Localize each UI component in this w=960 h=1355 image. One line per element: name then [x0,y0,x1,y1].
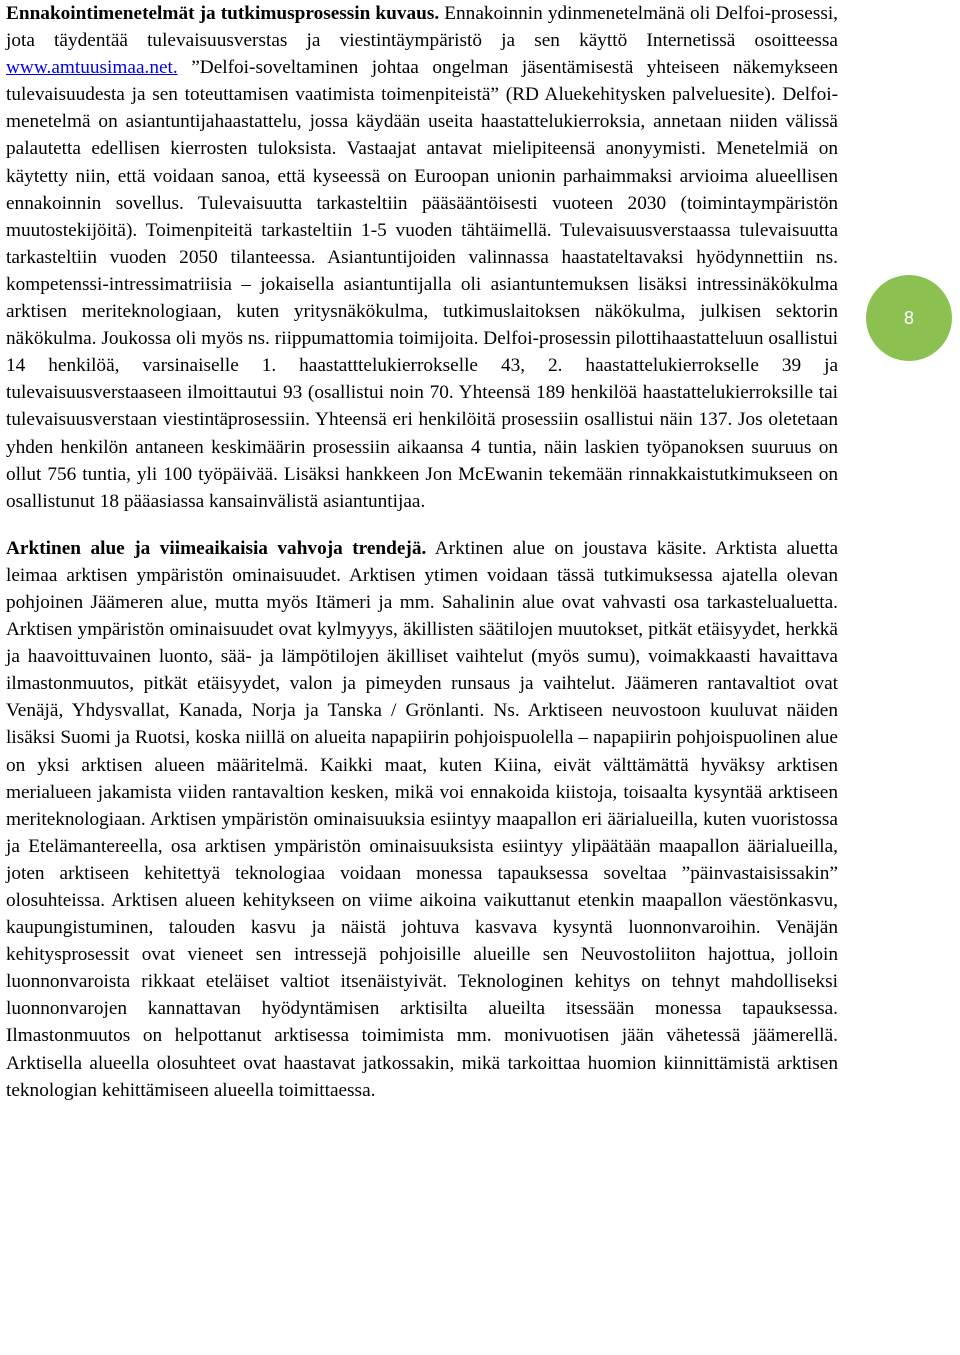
website-link[interactable]: www.amtuusimaa.net. [6,57,178,79]
paragraph-arctic-trends [6,535,838,1104]
page-number: 8 [903,307,914,328]
paragraph-text: Arktinen alue on joustava käsite. Arktista aluetta leimaa arktisen ympäristön ominaisuudet. Arktisen ytimen voidaan tässä tutkimuksessa ajatella olevan pohjoinen Jäämeren alue, mutta myös Itämeri ja mm. Sahalinin alue ovat vahvasti osa tarkastelualuetta. Arktisen ympäristön ominaisuudet ovat kylmyyys, äkillisten säätilojen muutokset, pitkät etäisyydet, herkkä ja haavoittuvainen luonto, sää- ja lämpötilojen äkilliset vaihtelut (myös sumu), voimakkaasti havaittava ilmastonmuutos, pitkät etäisyydet, valon ja pimeyden runsaus ja vaihtelut. Jäämeren rantavaltiot ovat Venäjä, Yhdysvallat, Kanada, Norja ja Tanska / Grönlanti. Ns. Arktiseen neuvostoon kuuluvat näiden lisäksi Suomi ja Ruotsi, koska niillä on alueita napapiirin pohjoispuolella – napapiirin pohjoispuolinen alue on yksi arktisen alueen määritelmä. Kaikki maat, kuten Kiina, eivät välttämättä hyväksy arktisen merialueen jakamista viiden rantavaltion kesken, mikä voi ennakoida kiistoja, toisaalta kysyntää arktiseen meriteknologiaan. Arktisen ympäristön ominaisuuksia esiintyy maapallon eri äärialueilla, kuten vuoristossa ja Etelämantereella, osa arktisen ympäristön ominaisuuksista esiintyy ylipäätään maapallon äärialueilla, joten arktiseen kehitettyä teknologiaa voidaan monessa tapauksessa soveltaa ”päinvastaisissakin” olosuhteissa. Arktisen alueen kehitykseen on viime aikoina vaikuttanut etenkin maapallon väestönkasvu, kaupungistuminen, talouden kasvu ja näistä johtuva kasvava kysyntä luonnonvaroihin. Venäjän kehitysprosessit ovat vieneet sen intressejä pohjoisille alueille sen Neuvostoliiton hajottua, jolloin luonnonvaroista rikkaat eteläiset valtiot itsenäistyivät. Teknologinen kehitys on tehnyt mahdolliseksi luonnonvarojen kannattavan hyödyntämisen arktisilta alueilta itsessään monessa tapauksessa. Ilmastonmuutos on helpottanut arktisessa toimimista mm. monivuotisen jään vähetessä jäämerellä. Arktisella alueella olosuhteet ovat haastavat jatkossakin, mikä tarkoittaa huomion kiinnittämistä arktisen teknologian kehittämiseen alueella toimittaessa. [6,537,839,1101]
document-body [6,0,838,1104]
page-number-badge [866,275,952,361]
paragraph-text: ”Delfoi-soveltaminen johtaa ongelman jäsentämisestä yhteiseen näkemykseen tulevaisuudesta ja sen toteuttamisen vaatimista toimenpiteistä” (RD Aluekehitysken palveluesite). Delfoi-menetelmä on asiantuntijahaastattelu, jossa käydään useita haastattelukierroksia, annetaan niiden välissä palautetta edellisen kierrosten tuloksista. Vastaajat antavat mielipiteensä anonyymisti. Menetelmiä on käytetty niin, että voidaan sanoa, että kyseessä on Euroopan unionin parhaimmaksi arvioima alueellisen ennakoinnin sovellus. Tulevaisuutta tarkasteltiin pääsääntöisesti vuoteen 2030 (toimintaympäristön muutostekijöitä). Toimenpiteitä tarkasteltiin 1-5 vuoden tähtäimellä. Tulevaisuusverstaassa tulevaisuutta tarkasteltiin vuoden 2050 tilanteessa. Asiantuntijoiden valinnassa haastateltavaksi hyödynnettiin ns. kompetenssi-intressimatriisia – jokaisella asiantuntijalla oli asiantuntemuksen lisäksi intressinäkökulma arktisen meriteknologiaan, kuten yritysnäkökulma, tutkimuslaitoksen näkökulma, julkisen sektorin näkökulma. Joukossa oli myös ns. riippumattomia toimijoita. Delfoi-prosessin pilottihaastatteluun osallistui 14 henkilöä, varsinaiselle 1. haastatttelukierrokselle 43, 2. haastattelukierrokselle 39 ja tulevaisuusverstaaseen ilmoittautui 93 (osallistui noin 70. Yhteensä 189 henkilöä haastattelukierroksille tai tulevaisuusverstaan viestintäprosessiin. Yhteensä eri henkilöitä prosessiin osallistui näin 137. Jos oletetaan yhden henkilön antaneen keskimäärin prosessiin aikaansa 4 tuntia, näin laskien työpanoksen suuruus on ollut 756 tuntia, yli 100 työpäivää. Lisäksi hankkeen Jon McEwanin tekemään rinnakkaistutkimukseen on osallistunut 18 pääasiassa kansainvälistä asiantuntijaa. [6,57,838,512]
paragraph-method-description [6,0,838,515]
paragraph-text: Ennakoinnin ydinmenetelmänä oli Delfoi-prosessi, jota täydentää tulevaisuusverstas ja viestintäympäristö ja sen käyttö Internetissä osoitteessa [6,3,839,52]
section-heading-arctic: Arktinen alue ja viimeaikaisia vahvoja trendejä. [6,537,427,559]
section-heading-methods: Ennakointimenetelmät ja tutkimusprosessin kuvaus. [6,3,440,24]
